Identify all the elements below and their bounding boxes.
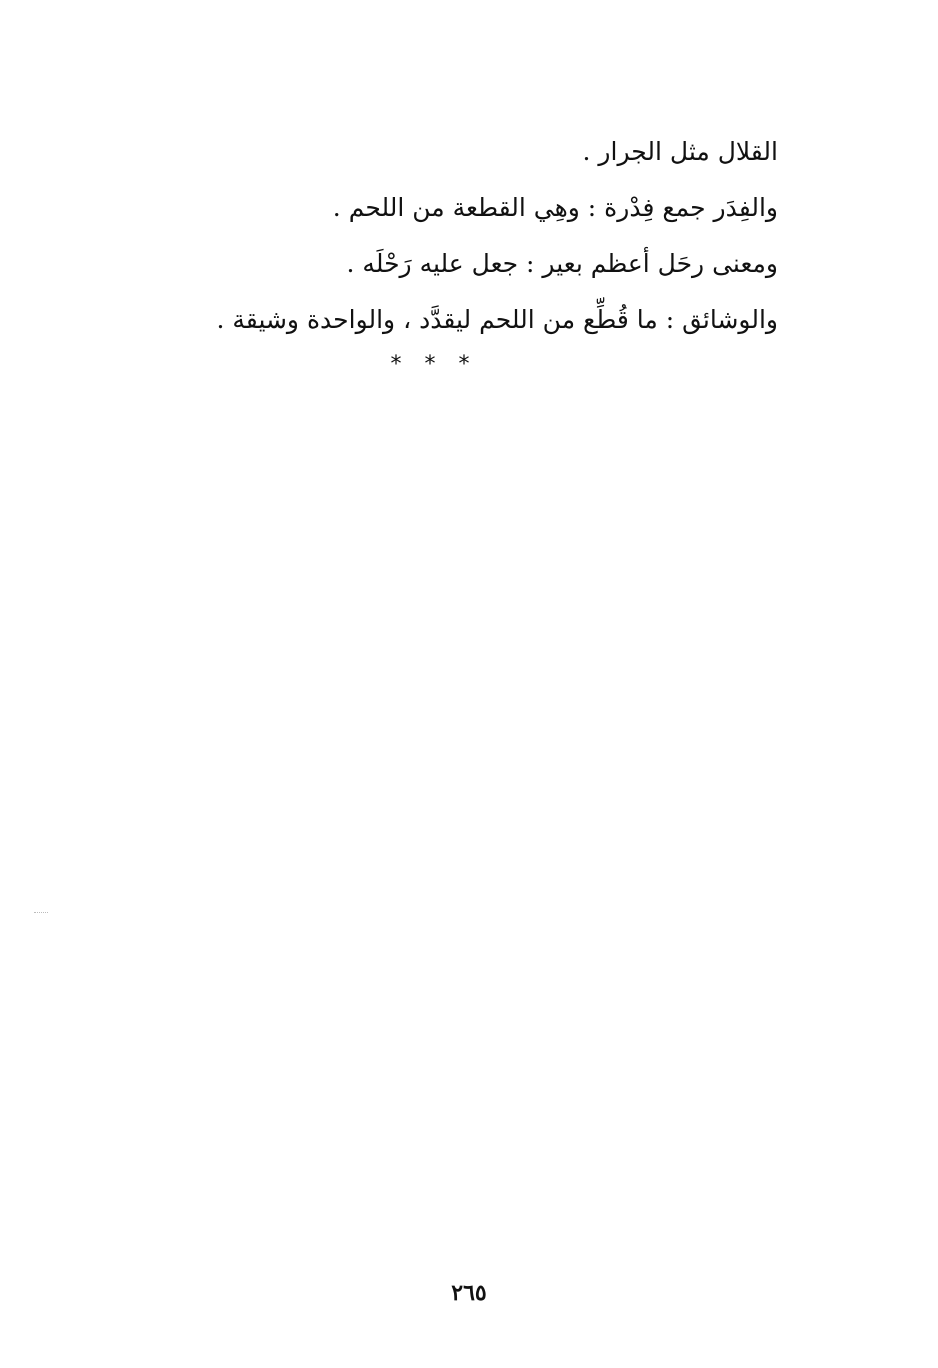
- scan-artifact: [34, 912, 48, 914]
- page-number: ٢٦٥: [451, 1280, 487, 1306]
- text-line-4: والوشائق : ما قُطِّع من اللحم ليقدَّد ، والواحدة وشيقة .: [216, 305, 778, 334]
- text-line-2: والفِدَر جمع فِدْرة : وهِي القطعة من اللحم .: [332, 193, 778, 222]
- text-line-3: ومعنى رحَل أعظم بعير : جعل عليه رَحْلَه .: [346, 249, 778, 278]
- text-body: [158, 124, 778, 348]
- text-line-1: القلال مثل الجرار .: [582, 137, 778, 166]
- section-separator: * * *: [390, 352, 478, 377]
